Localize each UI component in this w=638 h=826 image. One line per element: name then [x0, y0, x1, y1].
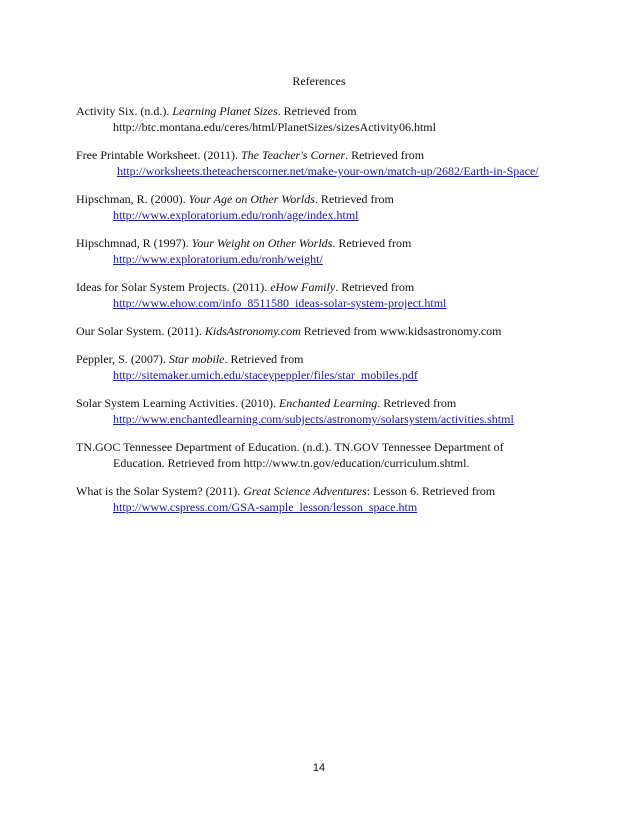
- reference-entry: [76, 483, 596, 515]
- reference-entry: [76, 395, 596, 427]
- reference-text: . Retrieved from: [314, 192, 394, 206]
- reference-text: What is the Solar System? (2011).: [76, 484, 244, 498]
- reference-text: . Retrieved from: [335, 280, 415, 294]
- reference-text: . Retrieved from: [345, 148, 425, 162]
- reference-entry: [76, 103, 596, 135]
- reference-text: : Lesson 6. Retrieved from: [366, 484, 496, 498]
- reference-entry: [76, 147, 596, 179]
- reference-title: Enchanted Learning: [278, 396, 378, 410]
- reference-text: Education. Retrieved from http://www.tn.gov/education/curriculum.shtml.: [113, 456, 470, 470]
- reference-text: Our Solar System. (2011).: [76, 324, 205, 338]
- reference-text: Free Printable Worksheet. (2011).: [76, 148, 241, 162]
- reference-text: . Retrieved from: [377, 396, 457, 410]
- reference-text: Hipschman, R. (2000).: [76, 192, 189, 206]
- reference-link[interactable]: http://www.enchantedlearning.com/subjects/astronomy/solarsystem/activities.shtml: [113, 412, 514, 426]
- reference-text: Ideas for Solar System Projects. (2011).: [76, 280, 271, 294]
- reference-entry: [76, 323, 596, 339]
- reference-text: Retrieved from www.kidsastronomy.com: [300, 324, 502, 338]
- reference-title: KidsAstronomy.com: [204, 324, 301, 338]
- reference-text: . Retrieved from: [277, 104, 357, 118]
- reference-entry: [76, 191, 596, 223]
- references-heading: References: [292, 74, 346, 88]
- reference-link[interactable]: http://www.cspress.com/GSA-sample_lesson/lesson_space.htm: [113, 500, 418, 514]
- reference-url: http://btc.montana.edu/ceres/html/PlanetSizes/sizesActivity06.html: [113, 120, 436, 134]
- reference-title: Your Weight on Other Worlds: [191, 236, 333, 250]
- reference-entry: [76, 439, 596, 471]
- reference-text: . Retrieved from: [332, 236, 412, 250]
- reference-link[interactable]: http://www.ehow.com/info_8511580_ideas-solar-system-project.html: [113, 296, 447, 310]
- reference-text: Solar System Learning Activities. (2010).: [76, 396, 279, 410]
- reference-entry: [76, 235, 596, 267]
- reference-link[interactable]: http://www.exploratorium.edu/ronh/weight/: [113, 252, 323, 266]
- reference-text: TN.GOC Tennessee Department of Education. (n.d.). TN.GOV Tennessee Department of: [76, 440, 504, 454]
- reference-title: Learning Planet Sizes: [172, 104, 278, 118]
- page-number: 14: [312, 762, 326, 774]
- reference-text: . Retrieved from: [224, 352, 304, 366]
- references-list: [76, 103, 596, 527]
- reference-text: Peppler, S. (2007).: [76, 352, 169, 366]
- reference-title: Star mobile: [168, 352, 225, 366]
- reference-entry: [76, 279, 596, 311]
- reference-text: Hipschmnad, R (1997).: [76, 236, 192, 250]
- reference-link[interactable]: http://sitemaker.umich.edu/staceypeppler/files/star_mobiles.pdf: [113, 368, 418, 382]
- reference-title: eHow Family: [270, 280, 336, 294]
- reference-link[interactable]: http://www.exploratorium.edu/ronh/age/index.html: [113, 208, 359, 222]
- reference-title: Your Age on Other Worlds: [188, 192, 315, 206]
- reference-entry: [76, 351, 596, 383]
- reference-title: Great Science Adventures: [243, 484, 367, 498]
- reference-text: Activity Six. (n.d.).: [76, 104, 173, 118]
- reference-link[interactable]: http://worksheets.theteacherscorner.net/make-your-own/match-up/2682/Earth-in-Space/: [117, 164, 539, 178]
- reference-title: The Teacher's Corner: [241, 148, 346, 162]
